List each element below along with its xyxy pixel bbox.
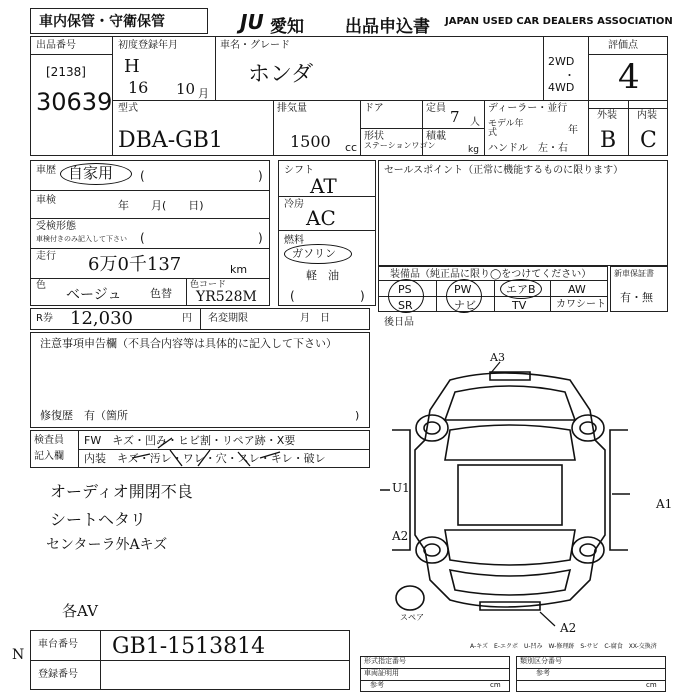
mark-a3: A3 [490,351,505,364]
capacity-value: 7 [450,108,460,126]
equip-pw: PW [454,283,472,296]
fuel-gas: ガソリン [292,247,336,260]
disp-label: 排気量 [277,103,307,114]
era: H [124,56,140,77]
inspection-units: 年 月( 日) [118,199,204,212]
storage-box [30,8,208,34]
load-label: 積載 [426,131,446,142]
shift-label: シフト [284,165,314,176]
car-name: ホンダ [248,62,314,87]
fuel-diesel: 軽 油 [306,269,339,282]
disp-value: 1500 [290,132,331,151]
model-value: DBA-GB1 [118,128,223,153]
fuel-label: 燃料 [284,235,304,246]
year-unit: 年 [568,125,578,136]
fw-row: FW キズ・凹み・ヒビ割・リペア跡・X要 [84,434,296,447]
mileage-value: 6万0千137 [88,254,182,275]
reg-month: 10 [176,80,196,98]
checker-label: 検査員 [34,435,64,446]
ext-label: 外装 [597,110,617,121]
chassis-value: GB1-1513814 [112,634,266,659]
receive-label: 受検形態 [36,221,76,232]
recycle-label: R券 [36,313,53,324]
receive-note: 車検付きのみ記入して下さい [36,235,127,243]
shift-value: AT [310,174,337,198]
equip-aw: AW [568,283,586,296]
disp-unit: cc [345,141,358,154]
ext-value: B [600,128,617,153]
mileage-unit: km [230,263,248,276]
shape-label: 形状 [364,131,384,142]
int-label: 内装 [637,110,657,121]
color-label: 色 [36,280,46,291]
mileage-label: 走行 [36,251,56,262]
margin-mark: N [12,647,25,663]
hand-note-1: オーディオ開閉不良 [50,482,193,501]
dealer-label: ディーラー・並行 [488,103,568,114]
lot-sub: [2138] [46,65,86,79]
capacity-unit: 人 [470,117,480,128]
notes-label: 注意事項申告欄（不具合内容等は具体的に記入して下さい） [40,337,337,350]
association-name: JAPAN USED CAR DEALERS ASSOCIATION [445,16,673,27]
model-label: 型式 [118,103,138,114]
entry-label: 記入欄 [34,451,64,462]
cm-unit-1: cm [490,681,501,689]
org-name: 愛知 [270,17,304,37]
spare-label: スペア [400,613,424,622]
mark-u1: U1 [392,481,410,495]
damage-legend: A-キズ E-エクボ U-凹み W-修理跡 S-サビ C-腐食 XX-交換済 [470,643,657,650]
paint-label: 色替 [150,287,172,300]
drive-2wd: 2WD [548,55,575,68]
interior-row: 内装 キズ・汚レ・ワレ・穴・スレ・キレ・破レ [84,452,326,465]
color-code-value: YR528M [196,289,257,305]
lot-number: 30639 [36,88,113,116]
car-damage-diagram [380,350,680,640]
capacity-label: 定員 [426,103,446,114]
history-frame [30,160,270,306]
later-label: 後日品 [384,317,414,328]
equip-ps: PS [398,283,412,296]
reg-label: 初度登録年月 [118,40,178,51]
reference-label-2: 参考 [536,669,550,677]
chassis-label: 車台番号 [38,639,78,650]
lot-label: 出品番号 [36,40,76,51]
sales-label: セールスポイント（正常に機能するものに限ります） [384,165,624,176]
ju-logo: JU [240,10,264,34]
shape-value: ステーションワゴン [364,141,436,150]
handle-label: ハンドル 左・右 [488,143,568,154]
mark-a2-left: A2 [392,529,409,543]
model-year-label: モデル年式 [488,119,524,138]
ac-value: AC [306,206,336,230]
class-number-label: 類別区分番号 [520,657,562,665]
equip-leather-seat: カワシート [556,299,606,310]
month-unit: 月 [198,87,209,100]
reg-year: 16 [128,78,149,97]
color-value: ベージュ [66,287,122,303]
car-name-label: 車名・グレード [220,40,290,51]
equip-airbag: エアB [506,283,536,296]
vehicle-cert-label: 車両証明用 [364,669,399,677]
reference-label-1: 参考 [370,681,384,689]
reg-no-label: 登録番号 [38,669,78,680]
recycle-value: 12,030 [70,308,133,329]
equip-sr: SR [398,299,413,312]
hand-note-2: シートヘタリ [50,510,147,529]
int-value: C [640,128,657,153]
doc-title: 出品申込書 [345,17,430,37]
warranty-value: 有・無 [620,291,653,304]
recycle-unit: 円 [182,313,192,324]
rename-label: 名変期限 [208,313,248,324]
cm-unit-2: cm [646,681,657,689]
mark-a1: A1 [656,497,673,511]
rename-units: 月 日 [300,313,330,324]
equip-tv: TV [512,299,527,312]
load-unit: kg [468,145,479,155]
type-number-label: 形式指定番号 [364,657,406,665]
repair-label: 修復歴 有（箇所 [40,409,128,422]
hand-note-3: センターラ外Aキズ [46,537,168,553]
door-label: ドア [364,103,384,114]
storage-label: 車内保管・守衛保管 [39,14,165,30]
drive-4wd: 4WD [548,81,575,94]
hand-extra: 各AV [62,602,98,620]
ac-label: 冷房 [284,199,304,210]
equip-label: 装備品（純正品に限り◯をつけてください） [390,269,592,280]
warranty-label: 新車保証書 [614,269,654,278]
color-code-label: 色コード [190,280,227,290]
history-label: 車歴 [36,165,56,176]
equip-navi: ナビ [454,299,476,312]
inspection-label: 車検 [36,195,56,206]
grade-label: 評価点 [608,40,638,51]
grade-value: 4 [618,57,640,97]
history-value: 自家用 [68,164,114,182]
strike-marks [110,430,290,468]
mark-a2-bottom: A2 [560,621,577,635]
